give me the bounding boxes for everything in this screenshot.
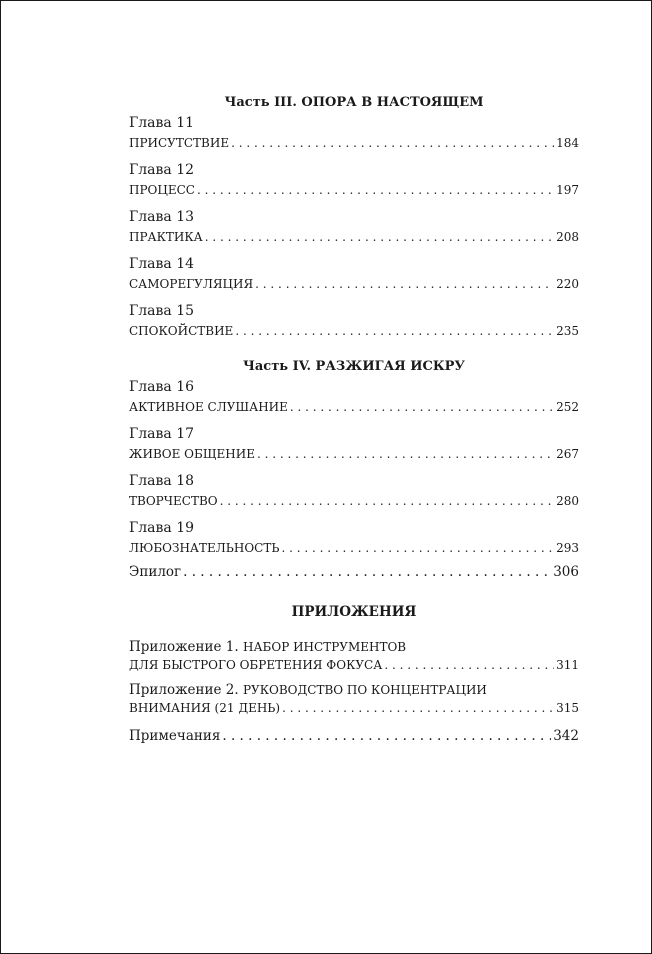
toc-entry (129, 227, 579, 247)
dot-leader (235, 321, 554, 341)
chapter-12 (129, 160, 579, 200)
dot-leader (281, 538, 554, 558)
dot-leader (282, 699, 554, 718)
chapter-title: ПРОЦЕСС (129, 183, 195, 197)
toc-entry (129, 699, 579, 718)
chapter-11 (129, 113, 579, 153)
chapter-label: Глава 14 (129, 256, 195, 272)
appendix-title: РУКОВОДСТВО ПО КОНЦЕНТРАЦИИ (242, 683, 487, 697)
dot-leader (197, 180, 554, 200)
chapter-title: АКТИВНОЕ СЛУШАНИЕ (129, 400, 288, 414)
appendix-2 (129, 681, 579, 718)
chapter-title: ТВОРЧЕСТВО (129, 494, 218, 508)
page-number: 220 (556, 277, 579, 291)
chapter-13 (129, 207, 579, 247)
toc-entry (129, 656, 579, 675)
chapter-title: ЖИВОЕ ОБЩЕНИЕ (129, 447, 255, 461)
chapter-label: Глава 11 (129, 115, 195, 131)
toc-entry (129, 274, 579, 294)
epilogue-title: Эпилог (129, 564, 182, 580)
page-number: 311 (556, 658, 579, 672)
appendix-line (129, 681, 579, 699)
appendix-title-cont: ВНИМАНИЯ (21 ДЕНЬ) (129, 701, 281, 715)
toc-entry (129, 180, 579, 200)
appendix-1 (129, 638, 579, 675)
page-number: 208 (556, 230, 579, 244)
appendix-prefix: Приложение 2. (129, 682, 239, 698)
page-number: 235 (556, 324, 579, 338)
chapter-label: Глава 19 (129, 520, 195, 536)
toc-entry (129, 444, 579, 464)
page-number: 315 (556, 701, 579, 715)
chapter-15 (129, 301, 579, 341)
dot-leader (205, 227, 554, 247)
notes-title: Примечания (129, 728, 221, 744)
chapter-14 (129, 254, 579, 294)
chapter-title: ПРАКТИКА (129, 230, 203, 244)
dot-leader (255, 274, 554, 294)
dot-leader (183, 562, 551, 582)
chapter-label: Глава 13 (129, 209, 195, 225)
chapter-label: Глава 16 (129, 379, 195, 395)
toc-entry (129, 491, 579, 511)
page-number: 197 (556, 183, 579, 197)
part-4-title: Часть IV. РАЗЖИГАЯ ИСКРУ (243, 359, 465, 374)
page-number: 293 (556, 541, 579, 555)
table-of-contents (129, 93, 579, 753)
page-number: 184 (556, 136, 579, 150)
appendices-heading: ПРИЛОЖЕНИЯ (291, 604, 417, 620)
chapter-title: САМОРЕГУЛЯЦИЯ (129, 277, 254, 291)
chapter-label: Глава 12 (129, 162, 195, 178)
dot-leader (384, 656, 554, 675)
appendix-title-cont: ДЛЯ БЫСТРОГО ОБРЕТЕНИЯ ФОКУСА (129, 658, 383, 672)
chapter-title: ЛЮБОЗНАТЕЛЬНОСТЬ (129, 541, 280, 555)
page-number: 342 (553, 728, 579, 744)
page-number: 280 (556, 494, 579, 508)
dot-leader (257, 444, 554, 464)
chapter-label: Глава 18 (129, 473, 195, 489)
appendix-title: НАБОР ИНСТРУМЕНТОВ (242, 640, 407, 654)
toc-entry (129, 133, 579, 153)
appendix-line (129, 638, 579, 656)
page-number: 306 (553, 564, 579, 580)
epilogue-entry (129, 562, 579, 582)
chapter-17 (129, 424, 579, 464)
toc-entry (129, 321, 579, 341)
toc-entry (129, 397, 579, 417)
dot-leader (231, 133, 554, 153)
notes-entry (129, 726, 579, 746)
page-number: 267 (556, 447, 579, 461)
dot-leader (220, 491, 554, 511)
toc-entry (129, 538, 579, 558)
chapter-19 (129, 518, 579, 558)
chapter-18 (129, 471, 579, 511)
dot-leader (222, 726, 551, 746)
page-number: 252 (556, 400, 579, 414)
dot-leader (290, 397, 554, 417)
chapter-label: Глава 15 (129, 303, 195, 319)
chapter-label: Глава 17 (129, 426, 195, 442)
chapter-16 (129, 377, 579, 417)
part-3-title: Часть III. ОПОРА В НАСТОЯЩЕМ (224, 95, 484, 110)
chapter-title: ПРИСУТСТВИЕ (129, 136, 230, 150)
appendix-prefix: Приложение 1. (129, 639, 239, 655)
chapter-title: СПОКОЙСТВИЕ (129, 324, 234, 338)
